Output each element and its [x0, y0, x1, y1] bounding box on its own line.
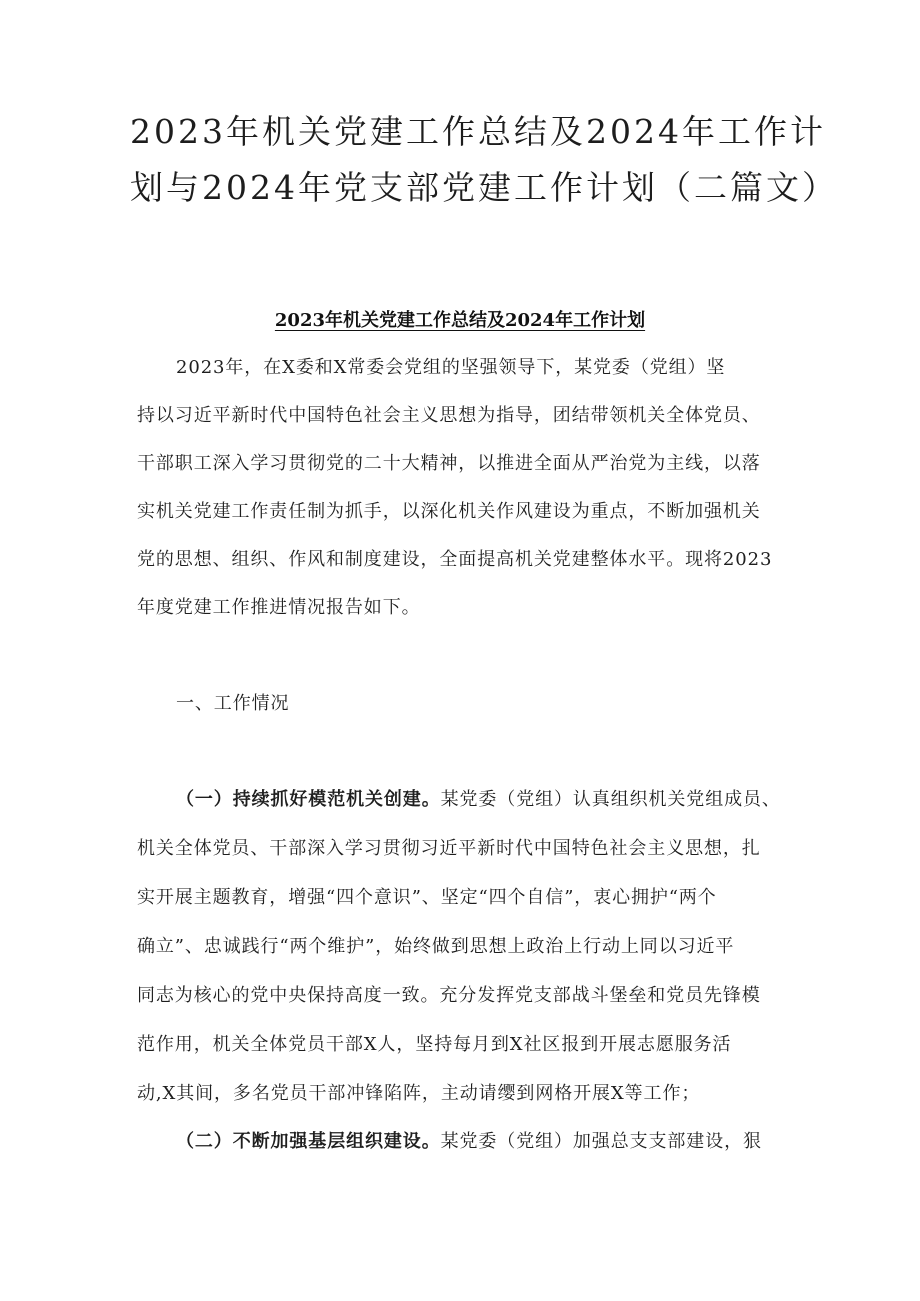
item-line: 动,X其间，多名党员干部冲锋陷阵，主动请缨到网格开展X等工作；	[137, 1083, 701, 1104]
section-heading: 一、工作情况	[176, 693, 290, 714]
document-title-line-2: 划与2024年党支部党建工作计划（二篇文）	[130, 168, 838, 207]
intro-line: 实机关党建工作责任制为抓手，以深化机关作风建设为重点，不断加强机关	[137, 501, 761, 522]
item-line: 同志为核心的党中央保持高度一致。充分发挥党支部战斗堡垒和党员先锋模	[137, 985, 761, 1006]
item-lead: （二）不断加强基层组织建设。	[176, 1131, 441, 1152]
intro-line: 干部职工深入学习贯彻党的二十大精神，以推进全面从严治党为主线，以落	[137, 453, 761, 474]
item-text: 某党委（党组）加强总支支部建设，狠	[440, 1131, 762, 1152]
item-first-line	[176, 788, 796, 812]
intro-line: 党的思想、组织、作风和制度建设，全面提高机关党建整体水平。现将2023	[137, 549, 773, 570]
item-line: 确立”、忠诚践行“两个维护”，始终做到思想上政治上行动上同以习近平	[137, 936, 735, 957]
intro-line: 2023年，在X委和X常委会党组的坚强领导下，某党委（党组）坚	[176, 357, 726, 378]
item-line: 范作用，机关全体党员干部X人，坚持每月到X社区报到开展志愿服务活	[137, 1034, 732, 1055]
item-line: 机关全体党员、干部深入学习贯彻习近平新时代中国特色社会主义思想，扎	[137, 838, 761, 859]
item-text: 某党委（党组）认真组织机关党组成员、	[440, 789, 781, 810]
item-first-line	[176, 1130, 796, 1154]
document-title	[130, 104, 838, 216]
article-subtitle: 2023年机关党建工作总结及2024年工作计划	[274, 310, 646, 331]
intro-line: 年度党建工作推进情况报告如下。	[137, 597, 421, 618]
intro-line: 持以习近平新时代中国特色社会主义思想为指导，团结带领机关全体党员、	[137, 405, 761, 426]
item-line: 实开展主题教育，增强“四个意识”、坚定“四个自信”，衷心拥护“两个	[137, 887, 717, 908]
item-lead: （一）持续抓好模范机关创建。	[176, 789, 441, 810]
document-title-line-1: 2023年机关党建工作总结及2024年工作计	[130, 112, 826, 151]
